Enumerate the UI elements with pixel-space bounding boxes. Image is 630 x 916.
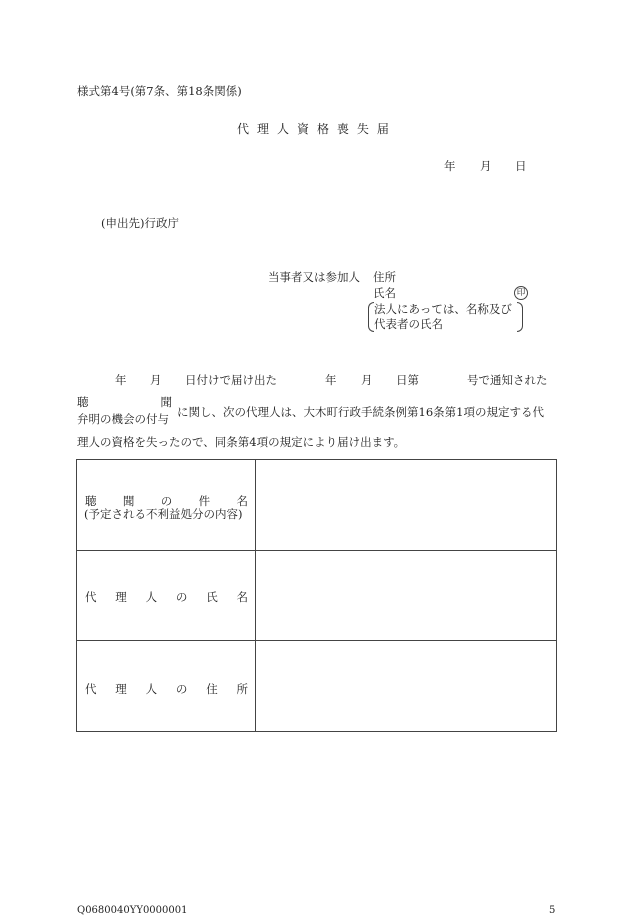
body-day-text2: 日第: [396, 373, 419, 387]
label-char: 代: [85, 590, 97, 604]
title-char: 人: [276, 122, 289, 136]
body-day-text1: 日付けで届け出た: [185, 373, 277, 387]
corporate-note-line2: 代表者の氏名: [374, 317, 443, 331]
title-char: 失: [356, 122, 369, 136]
title-char: 理: [256, 122, 269, 136]
agent-address-value-cell[interactable]: [256, 641, 557, 732]
label-char: の: [160, 494, 173, 508]
body-month2: 月: [361, 373, 373, 387]
corporate-note-line1: 法人にあっては、名称及び: [374, 302, 512, 316]
label-char: 所: [236, 682, 248, 696]
agent-name-value-cell[interactable]: [256, 551, 557, 641]
name-label: 氏名: [373, 286, 396, 300]
date-month-label: 月: [480, 159, 492, 173]
label-char: 名: [236, 494, 248, 508]
body-year2: 年: [325, 373, 337, 387]
label-char: 住: [206, 682, 218, 696]
body-month1: 月: [150, 373, 162, 387]
date-year-label: 年: [444, 159, 456, 173]
date-day-label: 日: [515, 159, 527, 173]
recipient: (申出先)行政庁: [101, 216, 179, 230]
label-char: 聞: [122, 494, 135, 508]
agent-name-label: [85, 589, 248, 605]
page-number: 5: [549, 905, 556, 916]
table-row: [77, 460, 557, 551]
body-number-text: 号で通知された: [467, 373, 548, 387]
applicant-role-label: 当事者又は参加人: [268, 270, 360, 284]
title-char: 喪: [336, 122, 349, 136]
title-char: 格: [316, 122, 329, 136]
address-label: 住所: [373, 270, 396, 284]
title-char: 代: [237, 122, 250, 136]
table-row: [77, 641, 557, 732]
agent-name-label-cell: [77, 551, 256, 641]
footer-code: Q0680040YY0000001: [77, 905, 188, 916]
label-char: 人: [145, 682, 158, 696]
label-char: 理: [115, 590, 127, 604]
label-char: 氏: [206, 590, 218, 604]
hearing-case-label-cell: [77, 460, 256, 551]
label-char: の: [175, 590, 188, 604]
agent-address-label-cell: [77, 641, 256, 732]
agent-address-label: [85, 681, 248, 697]
choice-opportunity: 弁明の機会の付与: [77, 412, 169, 426]
form-number: 様式第4号(第7条、第18条関係): [77, 84, 242, 98]
document-title: [237, 123, 389, 135]
label-char: 名: [236, 590, 248, 604]
label-char: 理: [115, 682, 127, 696]
hearing-case-sublabel: (予定される不利益処分の内容): [84, 507, 243, 521]
right-bracket: [517, 302, 523, 332]
label-char: 代: [85, 682, 97, 696]
body-line2: に関し、次の代理人は、大木町行政手続条例第16条第1項の規定する代: [177, 405, 544, 419]
agent-info-table: [76, 459, 557, 732]
body-year1: 年: [115, 373, 127, 387]
seal-mark: 印: [514, 286, 528, 300]
label-char: 聴: [85, 494, 97, 508]
body-line3: 理人の資格を失ったので、同条第4項の規定により届け出ます。: [77, 435, 406, 449]
choice-hearing: [77, 397, 172, 409]
choice-hearing-char: 聞: [160, 395, 172, 409]
title-char: 届: [376, 122, 389, 136]
label-char: 件: [198, 494, 211, 508]
table-row: [77, 551, 557, 641]
choice-hearing-char: 聴: [77, 395, 89, 409]
title-char: 資: [296, 122, 309, 136]
label-char: の: [175, 682, 188, 696]
hearing-case-value-cell[interactable]: [256, 460, 557, 551]
label-char: 人: [145, 590, 158, 604]
